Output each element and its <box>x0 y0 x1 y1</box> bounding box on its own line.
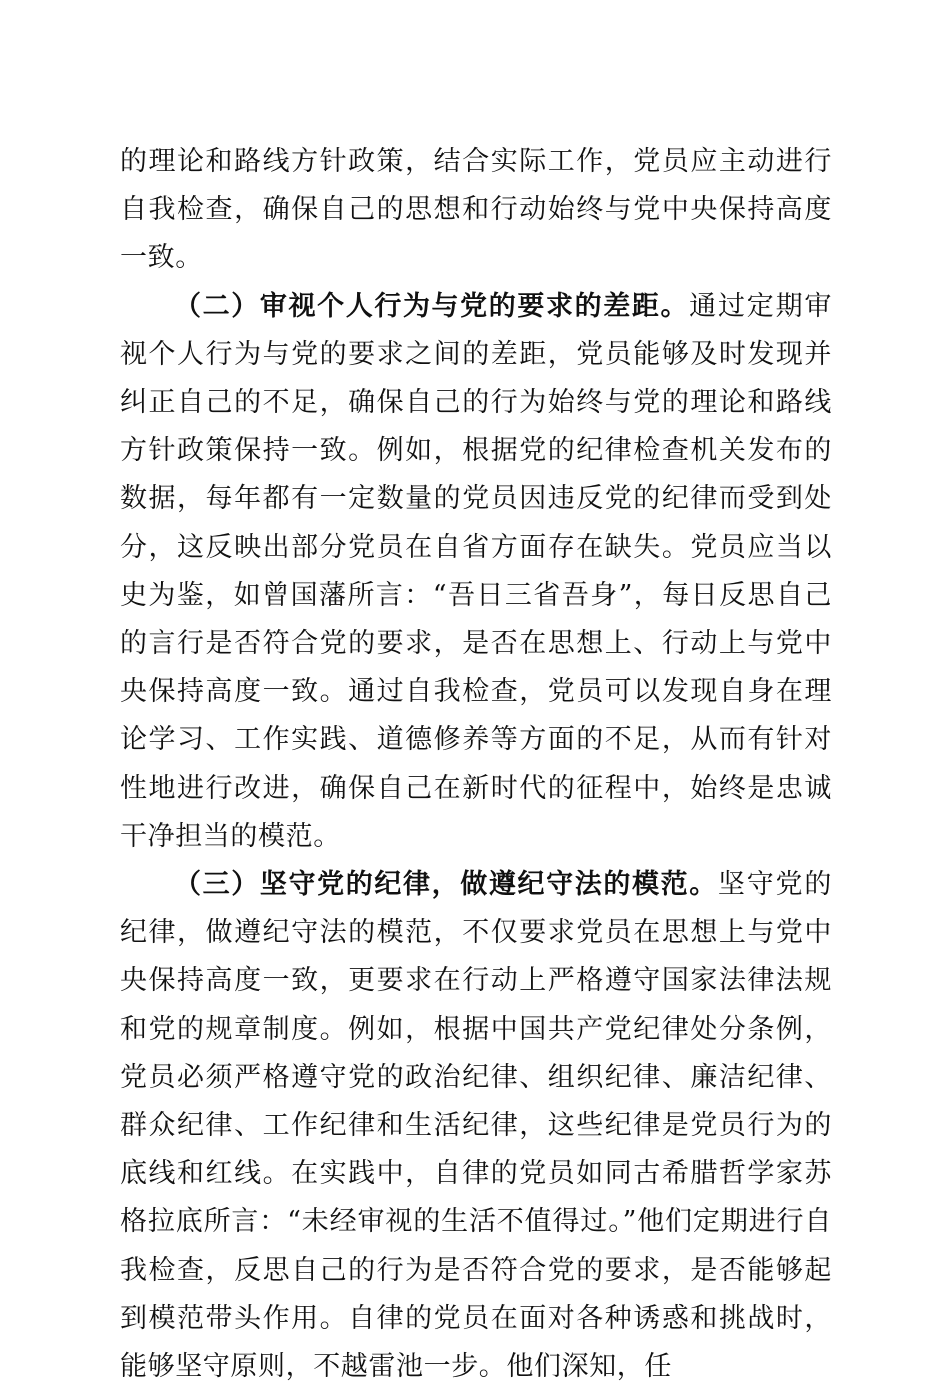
document-body <box>120 138 832 1391</box>
section-heading: （三）坚守党的纪律，做遵纪守法的模范。 <box>174 869 718 901</box>
section-heading: （二）审视个人行为与党的要求的差距。 <box>174 290 690 322</box>
paragraph-section-three <box>120 861 832 1391</box>
paragraph-continuation <box>120 138 832 283</box>
paragraph-body: 通过定期审视个人行为与党的要求之间的差距，党员能够及时发现并纠正自己的不足，确保自己的行为始终与党的理论和路线方针政策保持一致。例如，根据党的纪律检查机关发布的数据，每年都有一定数量的党员因违反党的纪律而受到处分，这反映出部分党员在自省方面存在缺失。党员应当以史为鉴，如曾国藩所言：“吾日三省吾身”，每日反思自己的言行是否符合党的要求，是否在思想上、行动上与党中央保持高度一致。通过自我检查，党员可以发现自身在理论学习、工作实践、道德修养等方面的不足，从而有针对性地进行改进，确保自己在新时代的征程中，始终是忠诚干净担当的模范。 <box>120 290 832 852</box>
paragraph-body: 坚守党的纪律，做遵纪守法的模范，不仅要求党员在思想上与党中央保持高度一致，更要求在行动上严格遵守国家法律法规和党的规章制度。例如，根据中国共产党纪律处分条例，党员必须严格遵守党的政治纪律、组织纪律、廉洁纪律、群众纪律、工作纪律和生活纪律，这些纪律是党员行为的底线和红线。在实践中，自律的党员如同古希腊哲学家苏格拉底所言：“未经审视的生活不值得过。”他们定期进行自我检查，反思自己的行为是否符合党的要求，是否能够起到模范带头作用。自律的党员在面对各种诱惑和挑战时，能够坚守原则，不越雷池一步。他们深知，任 <box>120 869 832 1383</box>
paragraph-body: 的理论和路线方针政策，结合实际工作，党员应主动进行自我检查，确保自己的思想和行动始终与党中央保持高度一致。 <box>120 146 832 274</box>
paragraph-section-two <box>120 283 832 861</box>
